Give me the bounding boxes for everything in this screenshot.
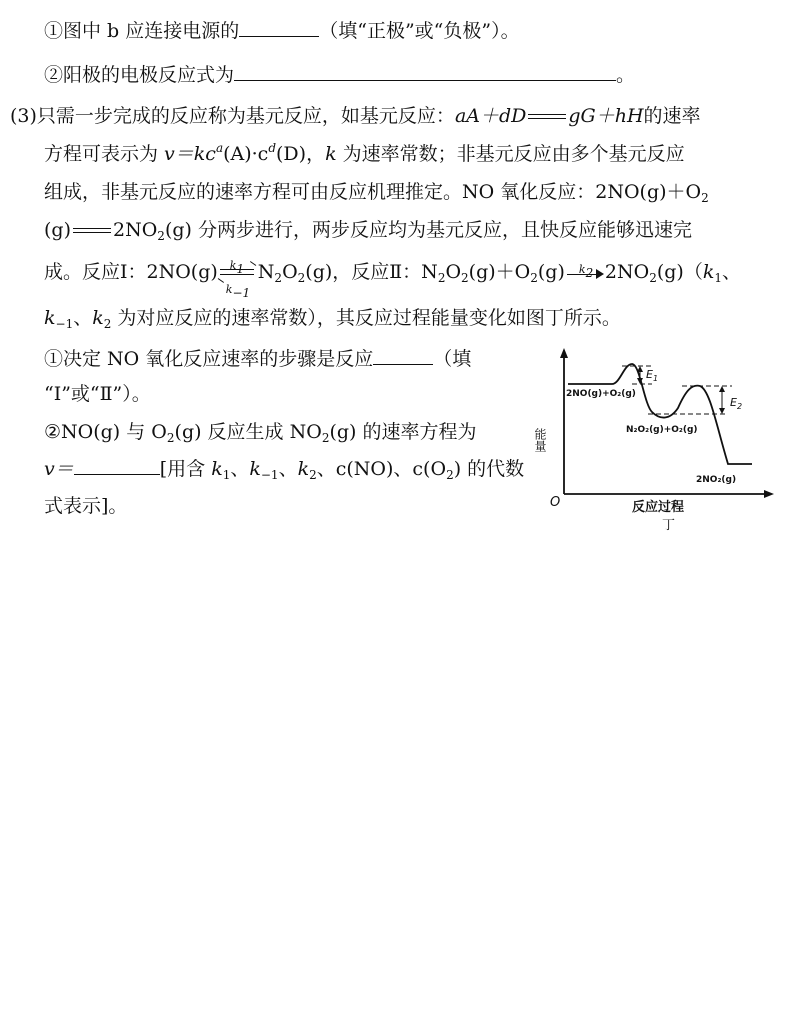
question-2-1 bbox=[44, 18, 520, 43]
body-text: 2NO bbox=[604, 261, 650, 283]
subscript: 2 bbox=[530, 271, 538, 285]
body-text: N bbox=[257, 261, 275, 283]
rate-constant: k bbox=[44, 307, 56, 329]
subscript: −1 bbox=[55, 317, 74, 331]
subscript: 2 bbox=[649, 271, 657, 285]
body-text: 方程可表示为 bbox=[44, 143, 165, 165]
body-text: 、 bbox=[721, 261, 741, 283]
reaction-arrow bbox=[565, 261, 605, 285]
body-text: 、c(NO)、c(O bbox=[316, 458, 447, 480]
subscript: 2 bbox=[103, 317, 112, 331]
subscript: 2 bbox=[321, 431, 330, 445]
question-3-line-2 bbox=[44, 142, 685, 166]
subscript: 2 bbox=[274, 271, 283, 285]
answer-blank-4[interactable] bbox=[74, 456, 160, 475]
subscript: 2 bbox=[437, 271, 446, 285]
x-axis-arrow-icon bbox=[764, 490, 774, 498]
body-text: 的速率 bbox=[643, 105, 701, 127]
equation-left: aA＋dD bbox=[454, 105, 527, 127]
body-text: 成。反应Ⅰ：2NO(g) bbox=[44, 261, 218, 283]
body-text: (g) bbox=[44, 219, 71, 241]
question-text: 。 bbox=[616, 64, 636, 86]
e2-arrow-down-icon bbox=[719, 408, 725, 414]
subscript: 2 bbox=[461, 271, 469, 285]
subquestion-1-line-1 bbox=[44, 346, 471, 371]
body-text: (g) 反应生成 NO bbox=[174, 421, 322, 443]
body-text: O bbox=[445, 261, 462, 283]
y-axis-label: 能量 bbox=[533, 428, 547, 452]
body-text: 2NO bbox=[113, 219, 158, 241]
e2-label: $E_2$ bbox=[730, 396, 743, 411]
subquestion-2-line-1 bbox=[44, 420, 476, 444]
exponent: a bbox=[215, 141, 224, 155]
forward-harpoon bbox=[220, 269, 254, 270]
energy-profile-diagram bbox=[532, 344, 782, 536]
subquestion-2-line-2 bbox=[44, 456, 524, 481]
e2-arrow-up-icon bbox=[719, 386, 725, 392]
x-axis-label: 反应过程 bbox=[632, 500, 685, 515]
question-text: ①图中 b 应连接电源的 bbox=[44, 20, 240, 42]
level2-label: N₂O₂(g)+O₂(g) bbox=[626, 425, 698, 435]
figure-caption: 丁 bbox=[662, 518, 676, 533]
body-text: ) 的代数 bbox=[453, 458, 525, 480]
y-axis-arrow-icon bbox=[560, 348, 568, 358]
body-text: (g)（ bbox=[656, 261, 703, 283]
subscript: 2 bbox=[166, 431, 175, 445]
body-text: [用含 bbox=[159, 458, 212, 480]
body-text: (g) 的速率方程为 bbox=[329, 421, 477, 443]
rate-constant: k bbox=[325, 143, 337, 165]
origin-label: O bbox=[550, 495, 561, 510]
body-text: (g)，反应Ⅱ：N bbox=[305, 261, 438, 283]
k-1-label: $k_{-1}$ bbox=[225, 283, 251, 300]
body-text: 为速率常数；非基元反应由多个基元反应 bbox=[336, 143, 685, 165]
subscript: 1 bbox=[714, 271, 722, 285]
k2-label: $k_2$ bbox=[578, 263, 594, 280]
equals-sign bbox=[71, 226, 113, 236]
body-text: 、 bbox=[73, 307, 93, 329]
subscript: −1 bbox=[260, 468, 279, 482]
subscript: 2 bbox=[701, 191, 709, 205]
body-text: O bbox=[282, 261, 298, 283]
rate-constant: k bbox=[702, 261, 715, 283]
reverse-harpoon bbox=[220, 274, 254, 275]
rate-expr: v＝kc bbox=[164, 143, 216, 165]
exponent: d bbox=[268, 141, 277, 155]
rate-constant: k bbox=[297, 458, 310, 480]
subscript: 2 bbox=[446, 468, 454, 482]
k1-label: $k_1$ bbox=[229, 259, 245, 276]
question-3-line-3 bbox=[44, 180, 709, 204]
rate-expr: v＝ bbox=[44, 458, 74, 480]
level3-label: 2NO₂(g) bbox=[696, 475, 737, 485]
subscript: 2 bbox=[297, 271, 306, 285]
question-text: （填“正极”或“负极”）。 bbox=[319, 20, 520, 42]
equals-sign bbox=[526, 112, 568, 122]
body-text: (g) bbox=[537, 261, 565, 283]
e1-label: $E_1$ bbox=[646, 368, 659, 383]
question-3-line-5 bbox=[44, 258, 741, 300]
question-3-line-4 bbox=[44, 218, 692, 242]
answer-blank-2[interactable] bbox=[234, 62, 616, 81]
body-text: 组成，非基元反应的速率方程可由反应机理推定。NO 氧化反应：2NO(g)＋O bbox=[44, 181, 702, 203]
subquestion-2-line-3 bbox=[44, 494, 127, 518]
rate-expr: (A)·c bbox=[223, 143, 269, 165]
rate-constant: k bbox=[92, 307, 104, 329]
body-text: (g)＋O bbox=[468, 261, 531, 283]
question-text: ②阳极的电极反应式为 bbox=[44, 64, 235, 86]
equation-right: gG＋hH bbox=[568, 105, 644, 127]
question-2-2 bbox=[44, 62, 635, 87]
question-3-line-1 bbox=[10, 104, 701, 128]
rate-expr: (D)， bbox=[276, 143, 326, 165]
body-text: 、 bbox=[230, 458, 250, 480]
question-3-line-6 bbox=[44, 306, 621, 330]
body-text: ①决定 NO 氧化反应速率的步骤是反应 bbox=[44, 348, 374, 370]
e1-arrow-up-icon bbox=[637, 366, 643, 372]
body-text: 只需一步完成的反应称为基元反应，如基元反应： bbox=[36, 105, 455, 127]
body-text: (g) 分两步进行，两步反应均为基元反应，且快反应能够迅速完 bbox=[164, 219, 692, 241]
body-text: 式表示]。 bbox=[44, 495, 128, 517]
answer-blank-3[interactable] bbox=[373, 346, 433, 365]
body-text: （填 bbox=[433, 348, 472, 370]
body-text: 、 bbox=[278, 458, 298, 480]
body-text: “Ⅰ”或“Ⅱ”）。 bbox=[44, 383, 151, 405]
subscript: 2 bbox=[157, 229, 165, 243]
answer-blank-1[interactable] bbox=[239, 18, 319, 37]
level1-label: 2NO(g)+O₂(g) bbox=[566, 389, 636, 399]
rate-constant: k bbox=[211, 458, 223, 480]
body-text: 为对应反应的速率常数），其反应过程能量变化如图丁所示。 bbox=[111, 307, 621, 329]
rate-constant: k bbox=[249, 458, 261, 480]
subscript: 1 bbox=[222, 468, 231, 482]
subquestion-1-line-2 bbox=[44, 382, 151, 406]
equilibrium-arrows bbox=[218, 258, 258, 300]
subscript: 2 bbox=[309, 468, 317, 482]
body-text: ②NO(g) 与 O bbox=[44, 421, 167, 443]
question-number: (3) bbox=[10, 105, 37, 127]
